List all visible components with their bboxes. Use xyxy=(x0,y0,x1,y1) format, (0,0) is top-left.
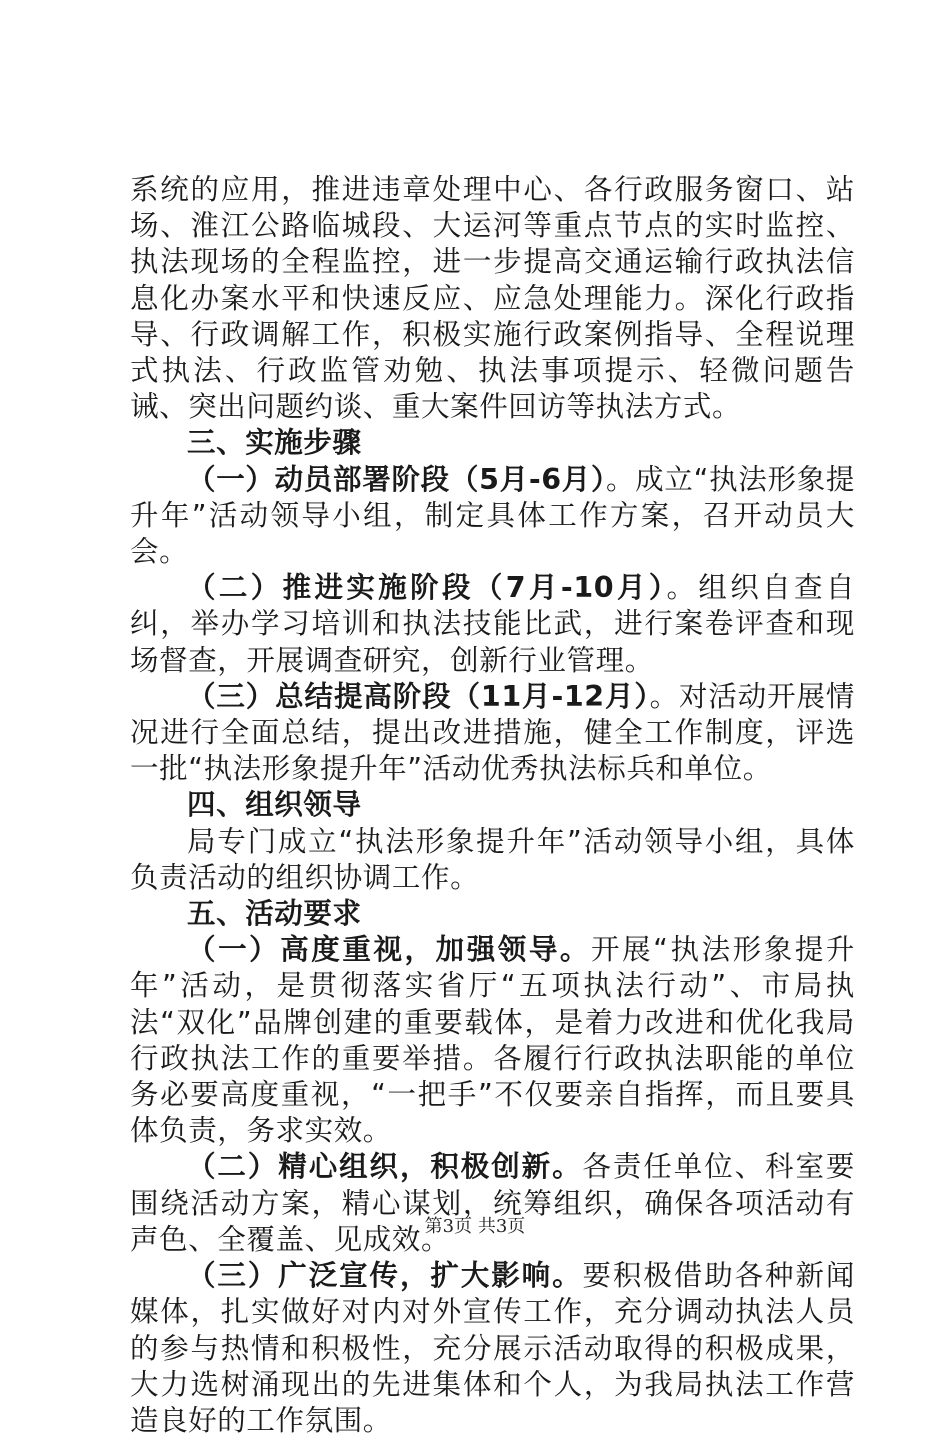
page-footer: 第3页 共3页 xyxy=(424,1216,526,1237)
heading-requirements: 五、活动要求 xyxy=(187,897,362,931)
step-3-lead: （三）总结提高阶段（11月-12月） xyxy=(187,679,650,713)
step-2-text: 。组织自查自纠，举办学习培训和执法技能比武，进行案卷评查和现场督查，开展调查研究，创新行业管理。 xyxy=(130,571,855,677)
document-body xyxy=(130,172,855,1439)
paragraph-requirement-1 xyxy=(130,932,855,1149)
step-1-lead: （一）动员部署阶段（5月-6月） xyxy=(187,462,606,496)
paragraph-requirement-3 xyxy=(130,1258,855,1439)
requirement-1-text: 开展“执法形象提升年”活动，是贯彻落实省厅“五项执法行动”、市局执法“双化”品牌创建的重要载体，是着力改进和优化我局行政执法工作的重要举措。各履行行政执法职能的单位务必要高度重视，“一把手”不仅要亲自指挥，而且要具体负责，务求实效。 xyxy=(130,933,855,1148)
requirement-3-text: 要积极借助各种新闻媒体，扎实做好对内对外宣传工作，充分调动执法人员的参与热情和积极性，充分展示活动取得的积极成果，大力选树涌现出的先进集体和个人，为我局执法工作营造良好的工作氛围。 xyxy=(130,1259,855,1437)
step-1-text: 。成立“执法形象提升年”活动领导小组，制定具体工作方案，召开动员大会。 xyxy=(130,462,855,569)
requirement-2-lead: （二）精心组织，积极创新。 xyxy=(187,1150,583,1184)
paragraph-step-1 xyxy=(130,462,855,571)
requirement-1-lead: （一）高度重视，加强领导。 xyxy=(187,933,592,967)
requirement-2-text: 各责任单位、科室要围绕活动方案，精心谋划，统筹组织，确保各项活动有声色、全覆盖、见成效。 xyxy=(130,1150,855,1256)
heading-implementation-steps: 三、实施步骤 xyxy=(187,426,362,460)
step-3-text: 。对活动开展情况进行全面总结，提出改进措施，健全工作制度，评选一批“执法形象提升年”活动优秀执法标兵和单位。 xyxy=(130,679,856,786)
paragraph-monitoring: 系统的应用，推进违章处理中心、各行政服务窗口、站场、淮江公路临城段、大运河等重点节点的实时监控、执法现场的全程监控，进一步提高交通运输行政执法信息化办案水平和快速反应、应急处理能力。深化行政指导、行政调解工作，积极实施行政案例指导、全程说理式执法、行政监管劝勉、执法事项提示、轻微问题告诫、突出问题约谈、重大案件回访等执法方式。 xyxy=(130,173,855,424)
heading-organization: 四、组织领导 xyxy=(187,788,362,822)
paragraph-step-3 xyxy=(130,679,855,788)
paragraph-requirement-2 xyxy=(130,1149,855,1258)
paragraph-step-2 xyxy=(130,570,855,679)
step-2-lead: （二）推进实施阶段（7月-10月） xyxy=(187,571,667,605)
paragraph-organization: 局专门成立“执法形象提升年”活动领导小组，具体负责活动的组织协调工作。 xyxy=(130,824,855,894)
requirement-3-lead: （三）广泛宣传，扩大影响。 xyxy=(187,1259,583,1293)
